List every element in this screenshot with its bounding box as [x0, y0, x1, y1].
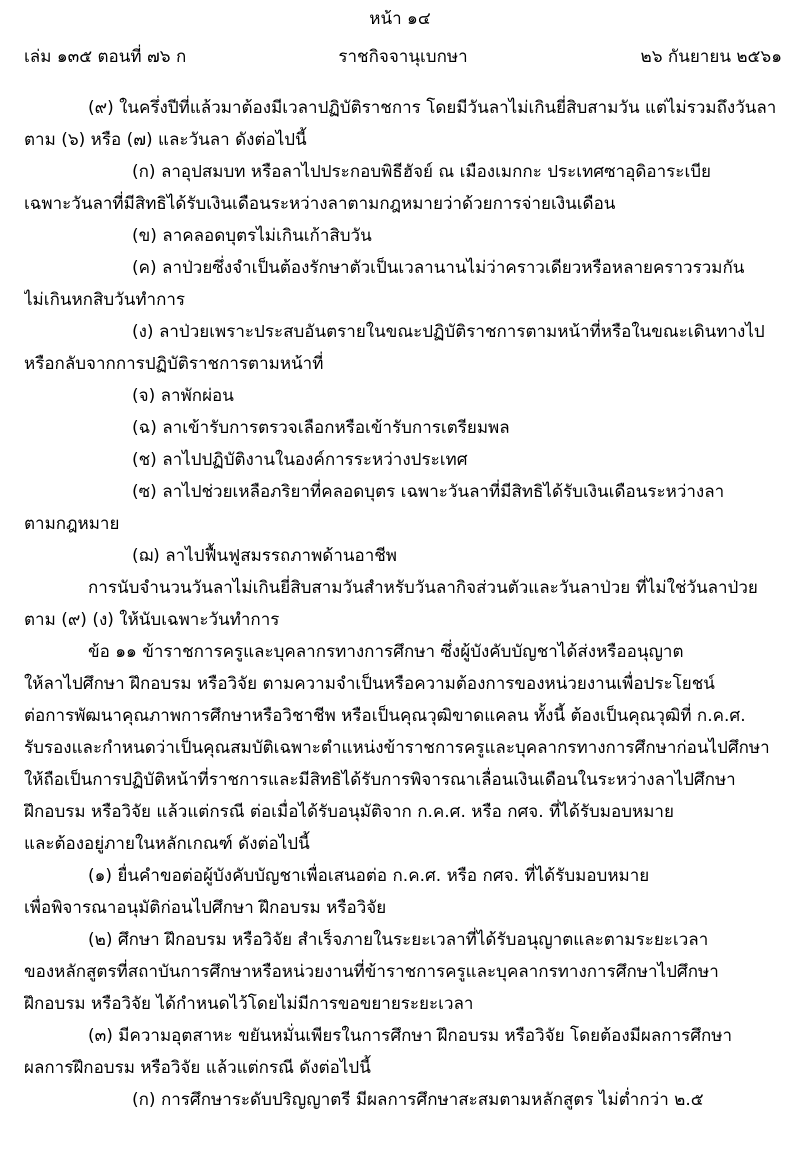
publication-name: ราชกิจจานุเบกษา: [338, 47, 468, 67]
document-body: [24, 92, 782, 1116]
text-line: ให้ลาไปศึกษา ฝึกอบรม หรือวิจัย ตามความจำเป็นหรือความต้องการของหน่วยงานเพื่อประโยชน์: [24, 674, 715, 694]
text-line: ตาม (๙) (ง) ให้นับเฉพาะวันทำการ: [24, 610, 280, 630]
text-line: (ก) ลาอุปสมบท หรือลาไปประกอบพิธีฮัจย์ ณ เมืองเมกกะ ประเทศซาอุดิอาระเบีย: [132, 162, 712, 182]
text-line: ไม่เกินหกสิบวันทำการ: [24, 290, 186, 310]
text-line: และต้องอยู่ภายในหลักเกณฑ์ ดังต่อไปนี้: [24, 834, 310, 854]
publication-date: ๒๖ กันยายน ๒๕๖๑: [640, 47, 782, 67]
page-number: หน้า ๑๔: [369, 9, 431, 29]
text-line: หรือกลับจากการปฏิบัติราชการตามหน้าที่: [24, 354, 324, 374]
text-line: ให้ถือเป็นการปฏิบัติหน้าที่ราชการและมีสิทธิได้รับการพิจารณาเลื่อนเงินเดือนในระหว่างลาไปศึกษา: [24, 770, 736, 790]
text-line: เพื่อพิจารณาอนุมัติก่อนไปศึกษา ฝึกอบรม หรือวิจัย: [24, 898, 387, 918]
text-line: ผลการฝึกอบรม หรือวิจัย แล้วแต่กรณี ดังต่อไปนี้: [24, 1058, 371, 1078]
text-line: (จ) ลาพักผ่อน: [132, 386, 234, 406]
text-line: ต่อการพัฒนาคุณภาพการศึกษาหรือวิชาชีพ หรือเป็นคุณวุฒิขาดแคลน ทั้งนี้ ต้องเป็นคุณวุฒิที่ ก.ค.ศ.: [24, 706, 746, 726]
volume-issue: เล่ม ๑๓๕ ตอนที่ ๗๖ ก: [24, 47, 187, 67]
text-line: (ค) ลาป่วยซึ่งจำเป็นต้องรักษาตัวเป็นเวลานานไม่ว่าคราวเดียวหรือหลายคราวรวมกัน: [132, 258, 745, 278]
text-line: ของหลักสูตรที่สถาบันการศึกษาหรือหน่วยงานที่ข้าราชการครูและบุคลากรทางการศึกษาไปศึกษา: [24, 962, 719, 982]
text-line: (ฉ) ลาเข้ารับการตรวจเลือกหรือเข้ารับการเตรียมพล: [132, 418, 510, 438]
text-line: (๑) ยื่นคำขอต่อผู้บังคับบัญชาเพื่อเสนอต่อ ก.ค.ศ. หรือ กศจ. ที่ได้รับมอบหมาย: [88, 866, 650, 886]
text-line: ตามกฎหมาย: [24, 514, 120, 534]
text-line: ฝึกอบรม หรือวิจัย แล้วแต่กรณี ต่อเมื่อได้รับอนุมัติจาก ก.ค.ศ. หรือ กศจ. ที่ได้รับมอบหมาย: [24, 802, 674, 822]
text-line: (ข) ลาคลอดบุตรไม่เกินเก้าสิบวัน: [132, 226, 372, 246]
text-line: (๒) ศึกษา ฝึกอบรม หรือวิจัย สำเร็จภายในระยะเวลาที่ได้รับอนุญาตและตามระยะเวลา: [88, 930, 709, 950]
text-line: ข้อ ๑๑ ข้าราชการครูและบุคลากรทางการศึกษา ซึ่งผู้บังคับบัญชาได้ส่งหรืออนุญาต: [88, 642, 684, 662]
text-line: ตาม (๖) หรือ (๗) และวันลา ดังต่อไปนี้: [24, 130, 307, 150]
text-line: (๓) มีความอุตสาหะ ขยันหมั่นเพียรในการศึกษา ฝึกอบรม หรือวิจัย โดยต้องมีผลการศึกษา: [88, 1026, 733, 1046]
text-line: (ง) ลาป่วยเพราะประสบอันตรายในขณะปฏิบัติราชการตามหน้าที่หรือในขณะเดินทางไป: [132, 322, 765, 342]
text-line: (๙) ในครึ่งปีที่แล้วมาต้องมีเวลาปฏิบัติราชการ โดยมีวันลาไม่เกินยี่สิบสามวัน แต่ไม่รวมถึงวันลา: [88, 98, 777, 118]
text-line: (ช) ลาไปปฏิบัติงานในองค์การระหว่างประเทศ: [132, 450, 468, 470]
text-line: ฝึกอบรม หรือวิจัย ได้กำหนดไว้โดยไม่มีการขอขยายระยะเวลา: [24, 994, 474, 1014]
text-line: (ก) การศึกษาระดับปริญญาตรี มีผลการศึกษาสะสมตามหลักสูตร ไม่ต่ำกว่า ๒.๕: [132, 1090, 704, 1110]
text-line: (ฌ) ลาไปฟื้นฟูสมรรถภาพด้านอาชีพ: [132, 546, 397, 566]
text-line: เฉพาะวันลาที่มีสิทธิได้รับเงินเดือนระหว่างลาตามกฎหมายว่าด้วยการจ่ายเงินเดือน: [24, 194, 616, 214]
text-line: (ซ) ลาไปช่วยเหลือภริยาที่คลอดบุตร เฉพาะวันลาที่มีสิทธิได้รับเงินเดือนระหว่างลา: [132, 482, 725, 502]
gazette-header: [24, 46, 782, 70]
text-line: รับรองและกำหนดว่าเป็นคุณสมบัติเฉพาะตำแหน่งข้าราชการครูและบุคลากรทางการศึกษาก่อนไปศึกษา: [24, 738, 770, 758]
text-line: การนับจำนวนวันลาไม่เกินยี่สิบสามวันสำหรับวันลากิจส่วนตัวและวันลาป่วย ที่ไม่ใช่วันลาป่วย: [88, 578, 758, 598]
